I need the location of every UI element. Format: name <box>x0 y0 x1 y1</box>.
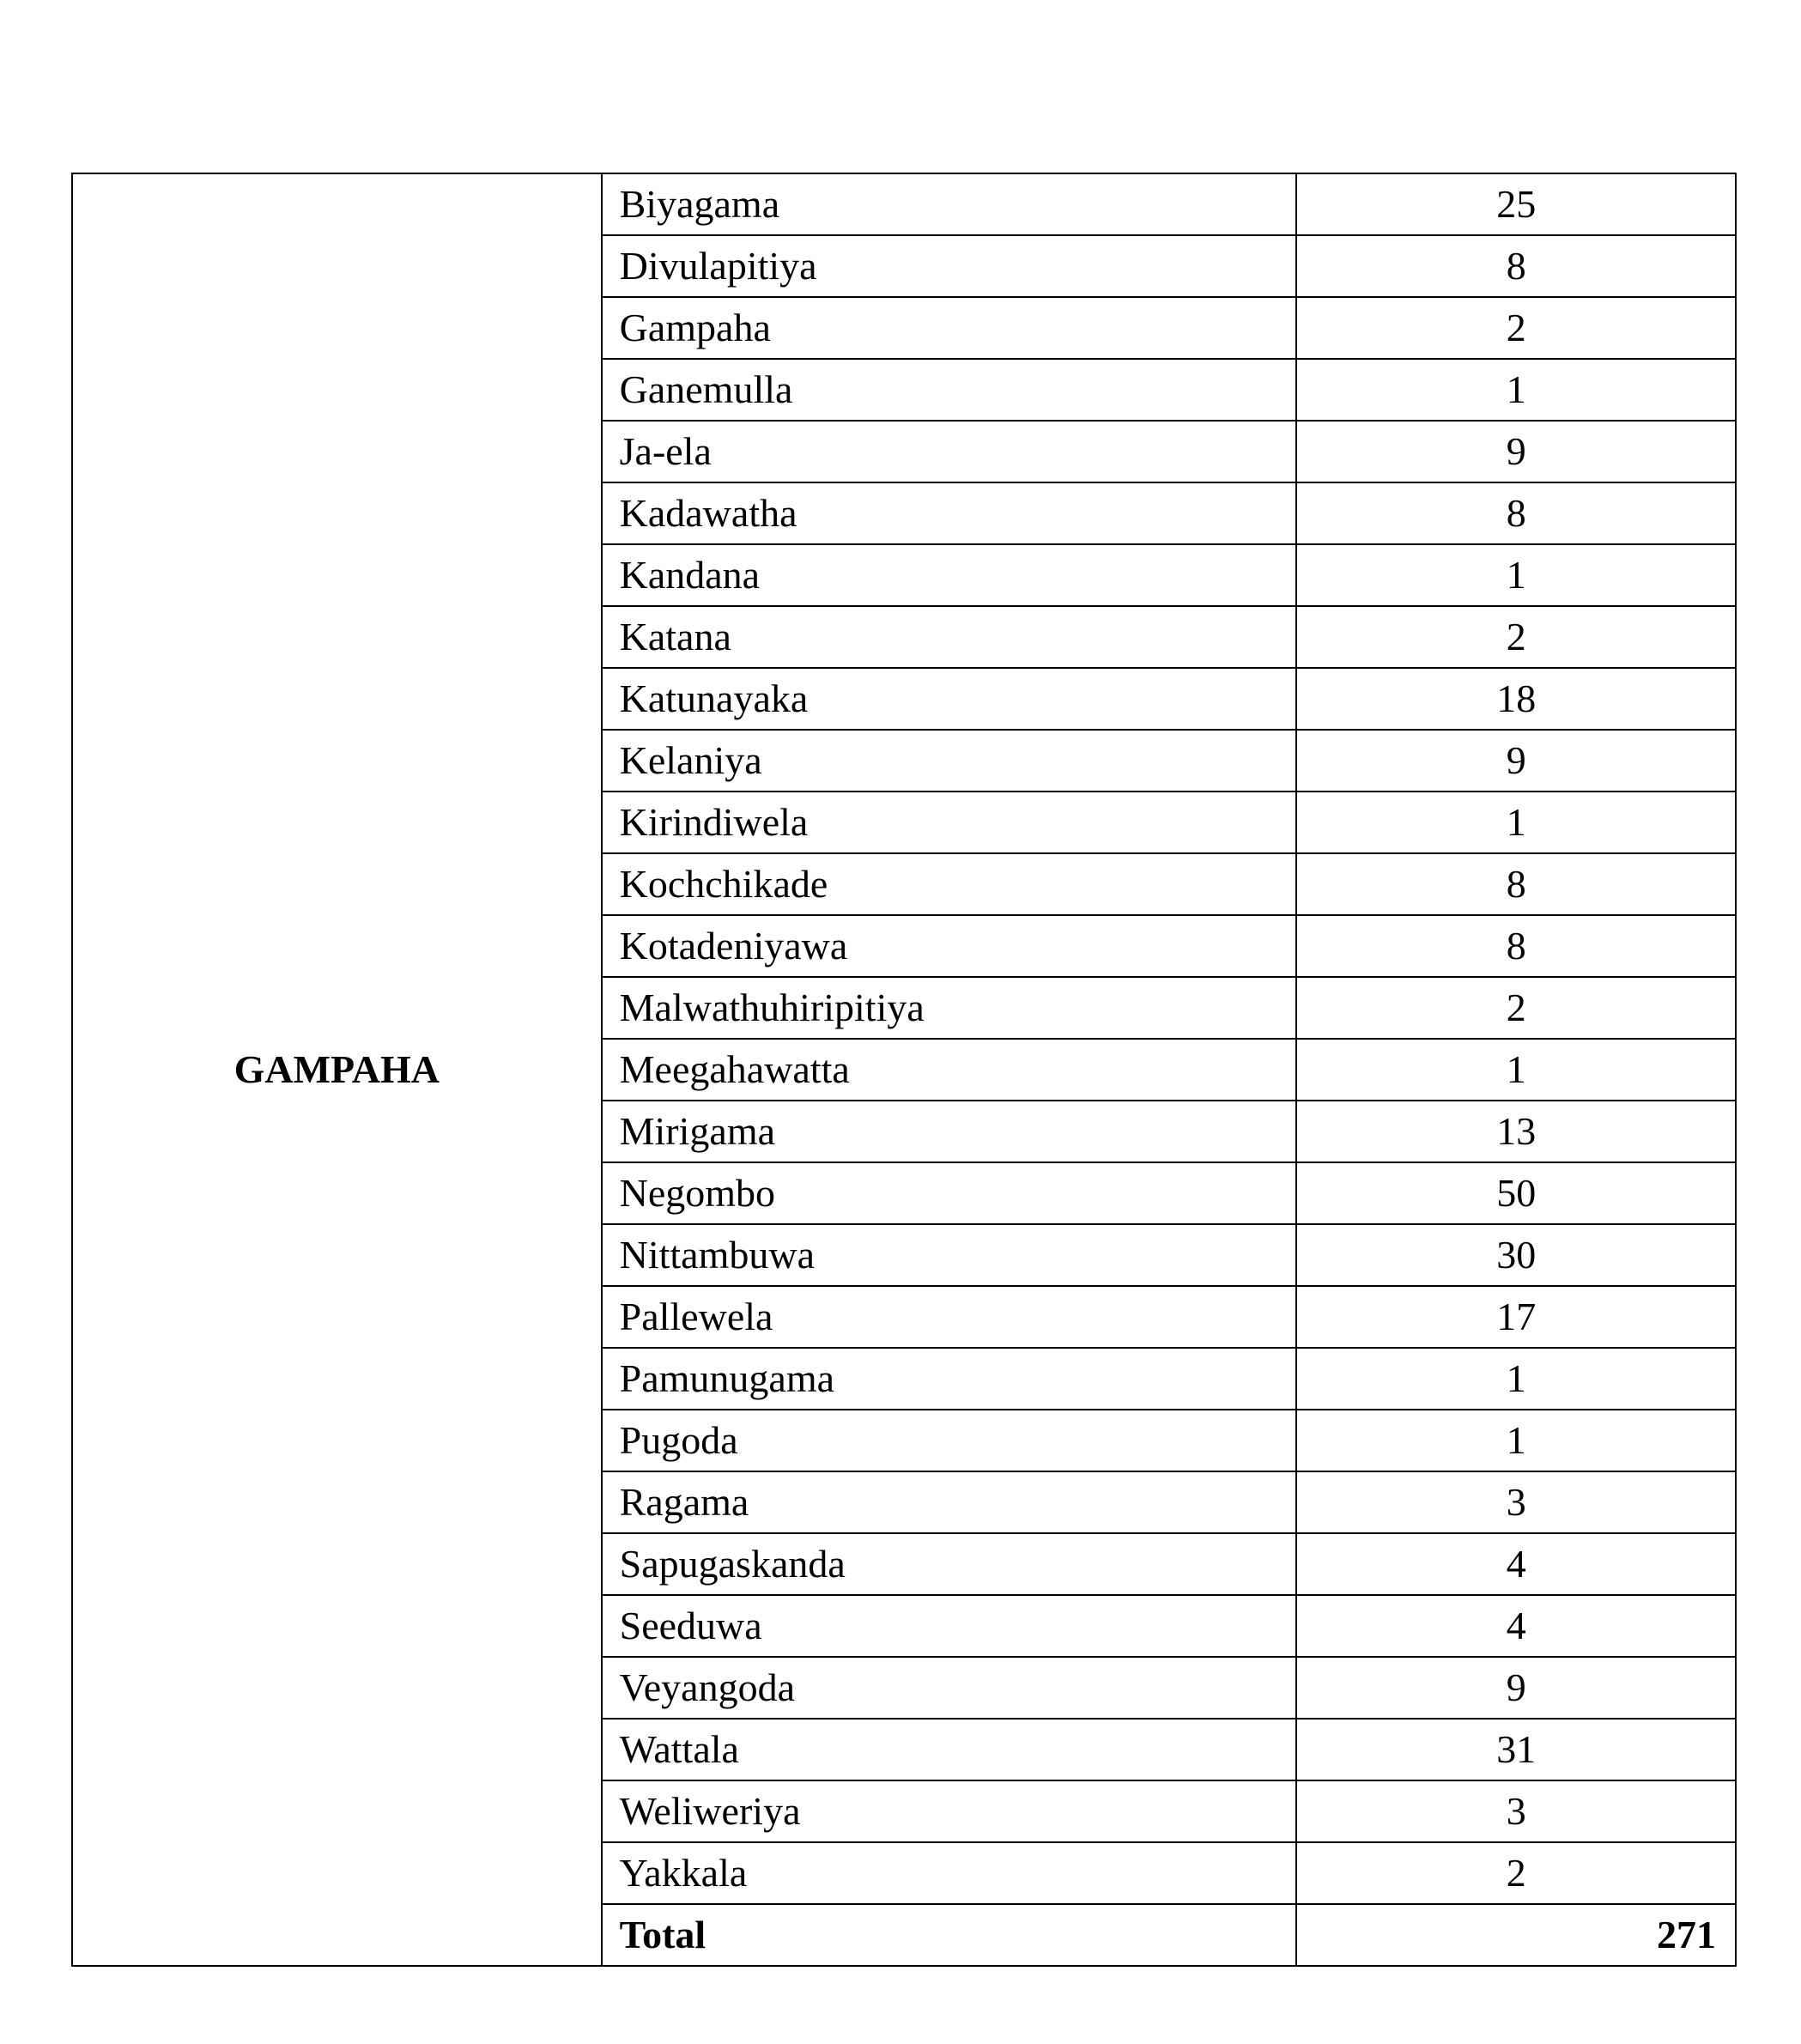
total-value: 271 <box>1296 1904 1736 1966</box>
place-count: 9 <box>1296 421 1736 482</box>
district-table <box>71 173 1737 1967</box>
place-count: 9 <box>1296 1657 1736 1719</box>
place-name: Katana <box>602 606 1297 668</box>
place-count: 2 <box>1296 977 1736 1039</box>
place-name: Pugoda <box>602 1410 1297 1471</box>
place-count: 18 <box>1296 668 1736 730</box>
place-name: Kandana <box>602 544 1297 606</box>
place-count: 8 <box>1296 482 1736 544</box>
place-name: Ganemulla <box>602 359 1297 421</box>
place-name: Yakkala <box>602 1842 1297 1904</box>
place-name: Gampaha <box>602 297 1297 359</box>
place-count: 1 <box>1296 359 1736 421</box>
place-name: Katunayaka <box>602 668 1297 730</box>
place-name: Meegahawatta <box>602 1039 1297 1101</box>
place-count: 30 <box>1296 1224 1736 1286</box>
place-name: Veyangoda <box>602 1657 1297 1719</box>
place-count: 31 <box>1296 1719 1736 1780</box>
place-name: Nittambuwa <box>602 1224 1297 1286</box>
place-count: 8 <box>1296 235 1736 297</box>
place-name: Pallewela <box>602 1286 1297 1348</box>
place-count: 2 <box>1296 1842 1736 1904</box>
table-body <box>72 173 1736 1966</box>
place-name: Malwathuhiripitiya <box>602 977 1297 1039</box>
place-name: Pamunugama <box>602 1348 1297 1410</box>
place-count: 1 <box>1296 792 1736 853</box>
place-count: 4 <box>1296 1533 1736 1595</box>
place-count: 25 <box>1296 173 1736 235</box>
place-name: Mirigama <box>602 1101 1297 1162</box>
place-name: Negombo <box>602 1162 1297 1224</box>
place-count: 8 <box>1296 853 1736 915</box>
place-name: Kirindiwela <box>602 792 1297 853</box>
place-count: 2 <box>1296 606 1736 668</box>
place-count: 3 <box>1296 1471 1736 1533</box>
place-count: 1 <box>1296 1348 1736 1410</box>
place-name: Weliweriya <box>602 1780 1297 1842</box>
place-count: 1 <box>1296 1410 1736 1471</box>
place-name: Ragama <box>602 1471 1297 1533</box>
place-count: 4 <box>1296 1595 1736 1657</box>
place-count: 1 <box>1296 544 1736 606</box>
place-count: 9 <box>1296 730 1736 792</box>
place-count: 2 <box>1296 297 1736 359</box>
place-name: Kadawatha <box>602 482 1297 544</box>
place-count: 8 <box>1296 915 1736 977</box>
place-name: Seeduwa <box>602 1595 1297 1657</box>
place-name: Sapugaskanda <box>602 1533 1297 1595</box>
place-count: 50 <box>1296 1162 1736 1224</box>
district-name: GAMPAHA <box>72 173 602 1966</box>
place-count: 17 <box>1296 1286 1736 1348</box>
place-name: Biyagama <box>602 173 1297 235</box>
place-count: 3 <box>1296 1780 1736 1842</box>
table-row <box>72 173 1736 235</box>
place-name: Kotadeniyawa <box>602 915 1297 977</box>
total-label: Total <box>602 1904 1297 1966</box>
place-name: Kochchikade <box>602 853 1297 915</box>
place-name: Divulapitiya <box>602 235 1297 297</box>
place-count: 1 <box>1296 1039 1736 1101</box>
place-name: Wattala <box>602 1719 1297 1780</box>
place-name: Kelaniya <box>602 730 1297 792</box>
place-count: 13 <box>1296 1101 1736 1162</box>
place-name: Ja-ela <box>602 421 1297 482</box>
